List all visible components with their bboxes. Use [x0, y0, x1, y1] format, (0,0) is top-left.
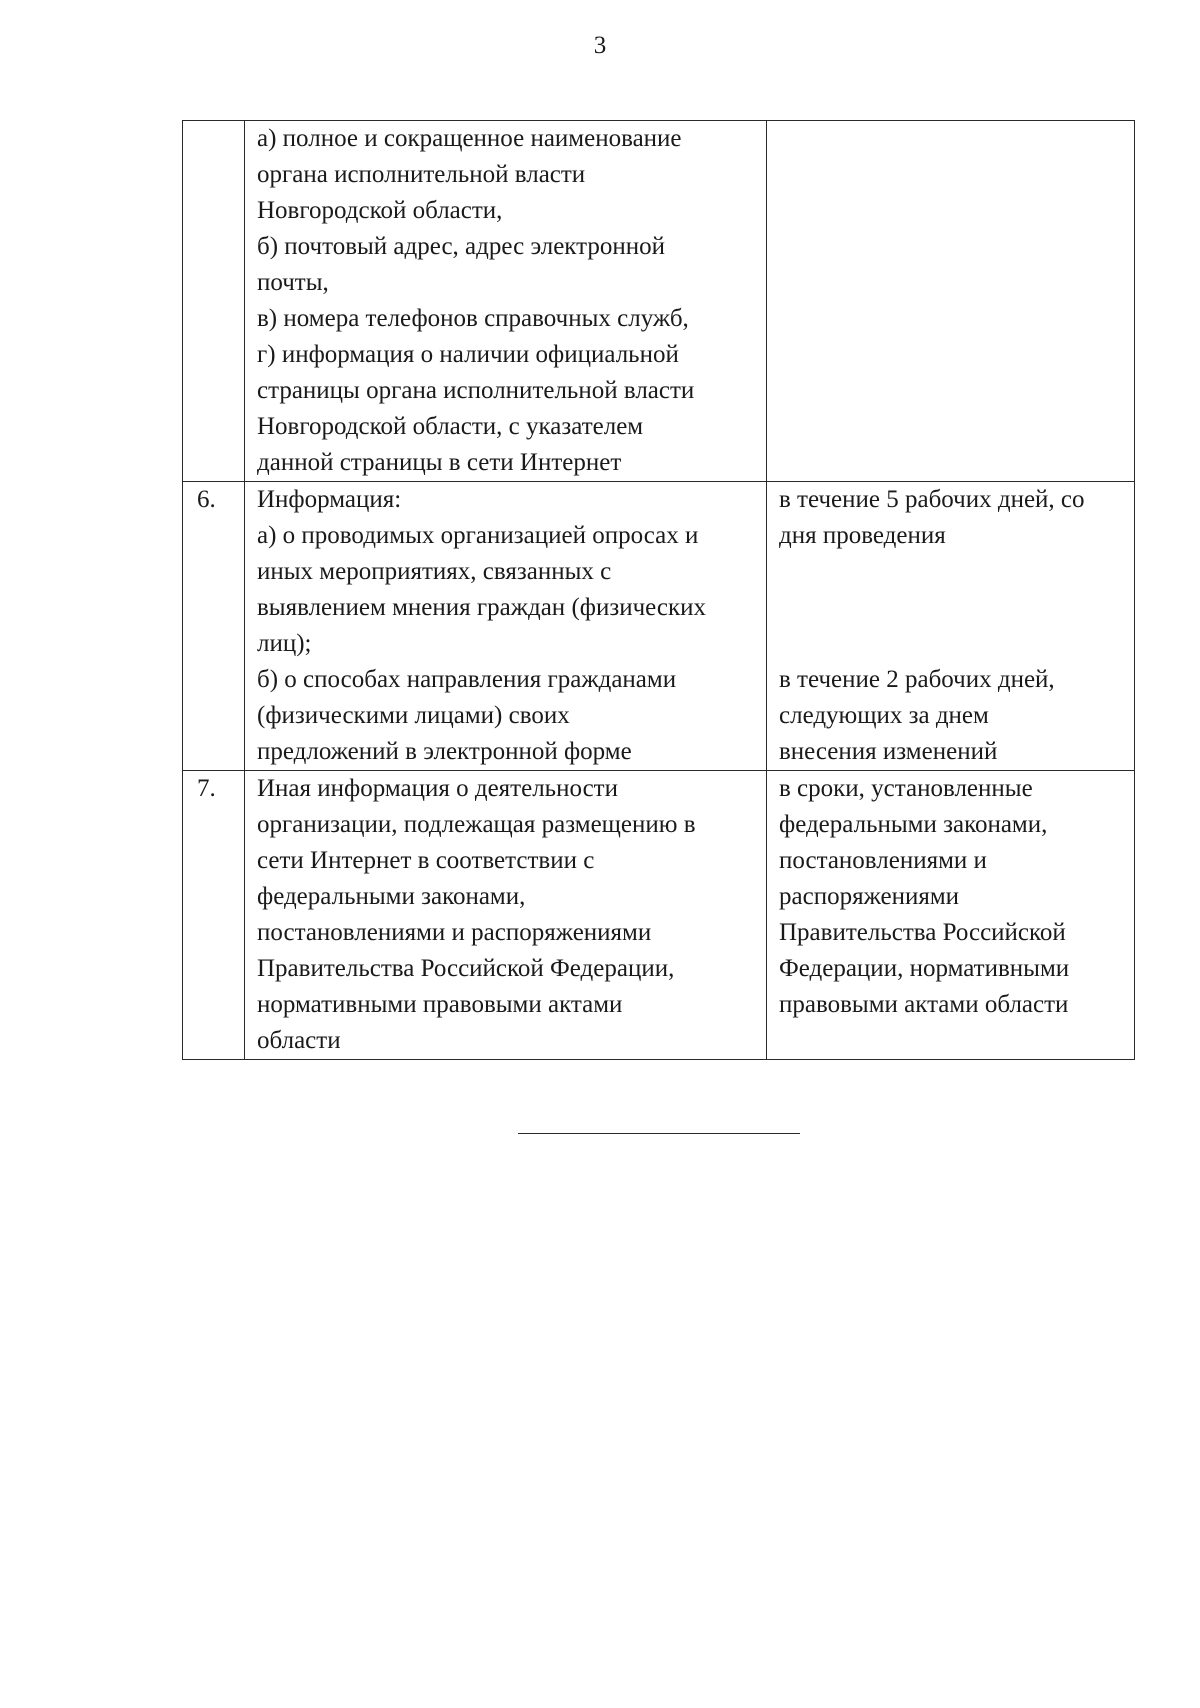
- row-number-cell: [183, 121, 245, 482]
- text-line: Информация:: [257, 486, 402, 513]
- text-line: органа исполнительной власти: [257, 161, 586, 188]
- term-cell: [767, 121, 1135, 482]
- term-a: [779, 482, 1122, 554]
- term-line: правовыми актами области: [779, 991, 1069, 1018]
- text-line: Новгородской области, с указателем: [257, 413, 644, 440]
- row-number: 7.: [197, 775, 216, 802]
- term-line: в течение 2 рабочих дней,: [779, 666, 1055, 693]
- row-number: 6.: [197, 486, 216, 513]
- row-number-cell: [183, 482, 245, 771]
- text-line: иных мероприятиях, связанных с: [257, 558, 612, 585]
- term-line: Федерации, нормативными: [779, 955, 1070, 982]
- text-line: сети Интернет в соответствии с: [257, 847, 595, 874]
- text-line: страницы органа исполнительной власти: [257, 377, 695, 404]
- term-b: [779, 662, 1122, 770]
- text-line: выявлением мнения граждан (физических: [257, 594, 707, 621]
- term-line: внесения изменений: [779, 738, 998, 765]
- text-line: б) о способах направления гражданами: [257, 666, 677, 693]
- text-line: постановлениями и распоряжениями: [257, 919, 652, 946]
- term-cell: [767, 771, 1135, 1060]
- closing-rule: [518, 1133, 800, 1134]
- text-line: в) номера телефонов справочных служб,: [257, 305, 689, 332]
- term-line: следующих за днем: [779, 702, 989, 729]
- page-number: 3: [593, 32, 607, 59]
- info-text-cell: [245, 771, 767, 1060]
- text-line: федеральными законами,: [257, 883, 526, 910]
- info-text-cell: [245, 482, 767, 771]
- text-line: г) информация о наличии официальной: [257, 341, 679, 368]
- text-line: почты,: [257, 269, 329, 296]
- text-line: лиц);: [257, 630, 312, 657]
- table-row: [183, 482, 1135, 771]
- term-line: Правительства Российской: [779, 919, 1066, 946]
- text-line: Правительства Российской Федерации,: [257, 955, 675, 982]
- text-line: а) полное и сокращенное наименование: [257, 125, 682, 152]
- text-line: (физическими лицами) своих: [257, 702, 570, 729]
- text-line: Новгородской области,: [257, 197, 503, 224]
- info-text-cell: [245, 121, 767, 482]
- text-line: нормативными правовыми актами: [257, 991, 623, 1018]
- term-cell: [767, 482, 1135, 771]
- text-line: Иная информация о деятельности: [257, 775, 618, 802]
- document-table: [182, 120, 1135, 1060]
- term-line: распоряжениями: [779, 883, 960, 910]
- text-line: б) почтовый адрес, адрес электронной: [257, 233, 665, 260]
- term-line: в сроки, установленные: [779, 775, 1033, 802]
- term-line: дня проведения: [779, 522, 946, 549]
- text-line: а) о проводимых организацией опросах и: [257, 522, 699, 549]
- term-line: в течение 5 рабочих дней, со: [779, 486, 1085, 513]
- text-line: данной страницы в сети Интернет: [257, 449, 622, 476]
- table-row: [183, 771, 1135, 1060]
- row-number-cell: [183, 771, 245, 1060]
- term-line: постановлениями и: [779, 847, 987, 874]
- text-line: предложений в электронной форме: [257, 738, 632, 765]
- text-line: организации, подлежащая размещению в: [257, 811, 696, 838]
- term-line: федеральными законами,: [779, 811, 1048, 838]
- text-line: области: [257, 1027, 341, 1054]
- table-row: [183, 121, 1135, 482]
